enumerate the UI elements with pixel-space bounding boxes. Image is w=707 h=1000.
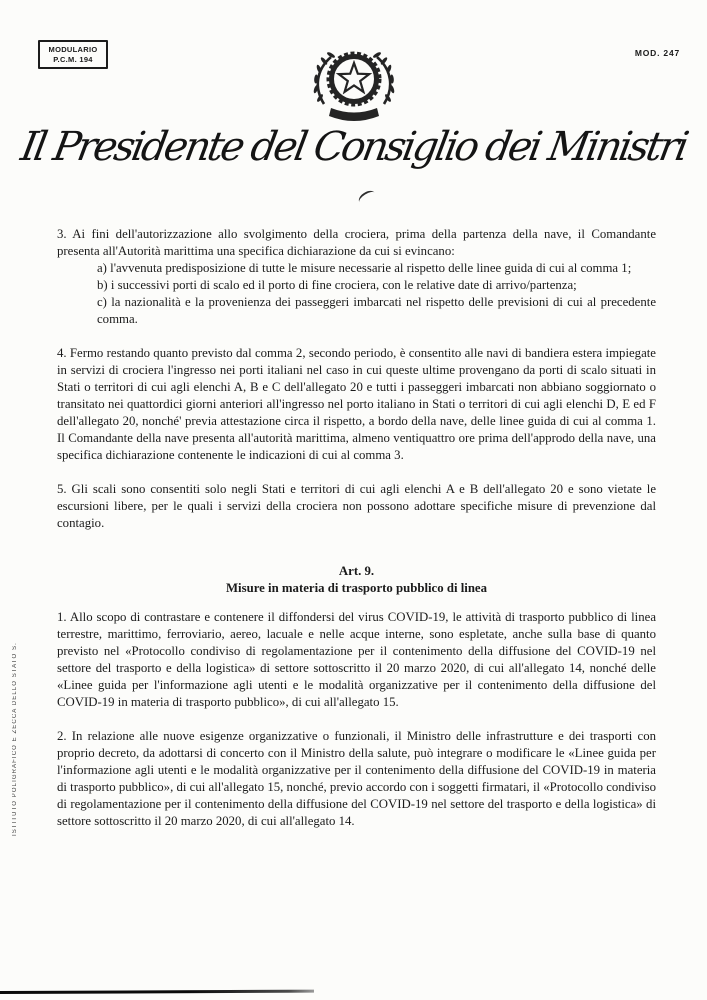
article-title: Misure in materia di trasporto pubblico di linea [225,581,488,595]
printer-imprint: ISTITUTO POLIGRAFICO E ZECCA DELLO STATO S. [12,642,18,836]
list-item-a: a) l'avvenuta predisposizione di tutte le misure necessarie al rispetto delle linee guida di cui al comma 1; [97,261,632,275]
form-code-line2: P.C.M. 194 [53,55,93,64]
list-item-c: c) la nazionalità e la provenienza dei passeggeri imbarcati nel rispetto delle previsioni di cui al precedente comma. [97,295,656,326]
pen-flourish-mark [356,188,377,207]
paragraph-comma-5: 5. Gli scali sono consentiti solo negli Stati e territori di cui agli elenchi A e B dell'allegato 20 e sono vietate le escursioni libere, per le quali i servizi della crociera non possono adottare specifiche misure di prevenzione dal contagio. [57,482,656,530]
letterhead-title: Il Presidente del Consiglio dei Ministri [17,124,690,170]
paragraph-comma-1: 1. Allo scopo di contrastare e contenere il diffondersi del virus COVID-19, le attività di trasporto pubblico di linea terrestre, marittimo, ferroviario, aereo, lacuale e nelle acque interne, sono espletate, anche sulla base di quanto previsto nel «Protocollo condiviso di regolamentazione per il contenimento della diffusione del COVID-19 nel settore del trasporto e della logistica» di settore sottoscritto il 20 marzo 2020, di cui all'allegato 14, nonché delle «Linee guida per l'informazione agli utenti e le modalità organizzative per il contenimento della diffusione del COVID-19 in materia di trasporto pubblico», di cui all'allegato 15. [57,610,656,709]
article-heading [57,563,656,597]
paragraph-comma-3: 3. Ai fini dell'autorizzazione allo svolgimento della crociera, prima della partenza della nave, il Comandante presenta all'Autorità marittima una specifica dichiarazione da cui si evincano: [57,227,656,258]
article-number: Art. 9. [338,564,375,578]
list-item-b: b) i successivi porti di scalo ed il porto di fine crociera, con le relative date di arrivo/partenza; [97,278,577,292]
paragraph-comma-4: 4. Fermo restando quanto previsto dal comma 2, secondo periodo, è consentito alle navi di bandiera estera impiegate in servizi di crociera l'ingresso nei porti italiani nel caso in cui queste ultime provengano da porti di scalo situati in Stati o territori di cui agli elenchi A, B e C dell'allegato 20 e tutti i passeggeri imbarcati non abbiano soggiornato o transitato nei quattordici giorni anteriori all'ingresso nel porto italiano in Stati o territori di cui agli elenchi D, E ed F dell'allegato 20, nonché' previa attestazione circa il rispetto, a bordo della nave, delle linee guida di cui al comma 1. Il Comandante della nave presenta all'autorità marittima, almeno ventiquattro ore prima dell'approdo della nave, una specifica dichiarazione contenente le indicazioni di cui al comma 3. [57,346,656,462]
italian-republic-emblem-icon [0,42,707,133]
model-number: MOD. 247 [634,48,680,58]
scan-edge-artifact [0,990,314,994]
paragraph-comma-2: 2. In relazione alle nuove esigenze organizzative o funzionali, il Ministro delle infrastrutture e dei trasporti con proprio decreto, da adottarsi di concerto con il Ministro della salute, può integrare o modificare le «Linee guida per l'informazione agli utenti e le modalità organizzative per il contenimento della diffusione del COVID-19 in materia di trasporto pubblico», di cui all'allegato 15, nonché, previo accordo con i soggetti firmatari, il «Protocollo condiviso di regolamentazione per il contenimento della diffusione del COVID-19 nel settore del trasporto e della logistica» di settore sottoscritto il 20 marzo 2020, di cui all'allegato 14. [57,729,656,828]
form-code-line1: MODULARIO [48,45,98,54]
document-body [57,226,656,847]
